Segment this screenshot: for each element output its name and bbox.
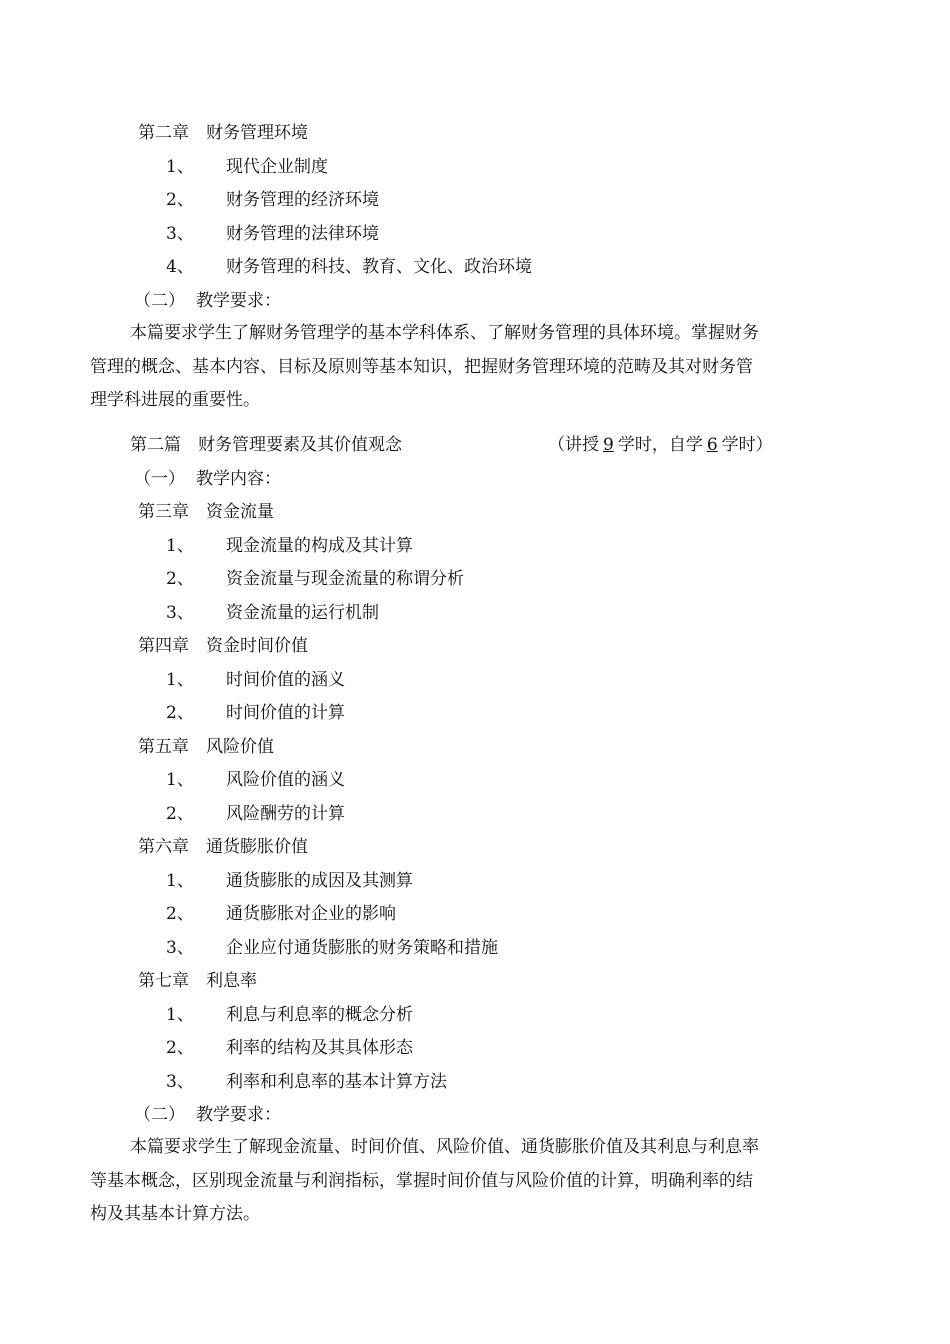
item-number: 1、 (166, 157, 194, 177)
chapter-title: 第七章 利息率 (138, 971, 257, 991)
chapter-title: 第二章 财务管理环境 (138, 123, 308, 143)
section-title: 教学内容： (196, 469, 281, 489)
self-study-hours: 6 (706, 435, 718, 455)
item-number: 1、 (166, 670, 194, 690)
item-number: 2、 (166, 1038, 194, 1058)
requirements-heading (134, 290, 281, 312)
item-text: 风险价值的涵义 (226, 770, 345, 790)
item-text: 通货膨胀对企业的影响 (226, 904, 396, 924)
item-text: 财务管理的法律环境 (226, 224, 379, 244)
chapter-title: 第五章 风险价值 (138, 737, 274, 757)
item-text: 通货膨胀的成因及其测算 (226, 871, 413, 891)
chapter-title: 第三章 资金流量 (138, 502, 274, 522)
item-text: 现代企业制度 (226, 157, 328, 177)
section-title: 教学要求： (196, 1105, 281, 1125)
requirements-paragraph (90, 1131, 850, 1232)
section-title: 教学要求： (196, 291, 281, 311)
part-title: 第二篇 财务管理要素及其价值观念 (130, 435, 402, 455)
item-number: 1、 (166, 536, 194, 556)
item-number: 2、 (166, 804, 194, 824)
paragraph-line: 本篇要求学生了解财务管理学的基本学科体系、了解财务管理的具体环境。掌握财务 (130, 323, 759, 343)
paragraph-line: 本篇要求学生了解现金流量、时间价值、风险价值、通货膨胀价值及其利息与利息率 (130, 1137, 759, 1157)
requirements-heading (134, 1104, 281, 1126)
item-text: 利息与利息率的概念分析 (226, 1005, 413, 1025)
item-text: 企业应付通货膨胀的财务策略和措施 (226, 938, 498, 958)
item-text: 时间价值的涵义 (226, 670, 345, 690)
item-text: 时间价值的计算 (226, 703, 345, 723)
chapter-title: 第六章 通货膨胀价值 (138, 837, 308, 857)
chapter-title: 第四章 资金时间价值 (138, 636, 308, 656)
item-number: 3、 (166, 224, 194, 244)
item-number: 2、 (166, 569, 194, 589)
hours-suffix: 学时） (721, 435, 773, 455)
item-number: 2、 (166, 703, 194, 723)
lecture-hours: 9 (603, 435, 614, 455)
item-number: 4、 (166, 257, 194, 277)
requirements-paragraph (90, 317, 850, 418)
section-label: （二） (134, 291, 185, 311)
hours-prefix: （讲授 (548, 435, 599, 455)
paragraph-line: 构及其基本计算方法。 (90, 1204, 260, 1224)
item-number: 3、 (166, 938, 194, 958)
item-number: 1、 (166, 871, 194, 891)
item-number: 1、 (166, 770, 194, 790)
section-label: （一） (134, 469, 185, 489)
item-number: 2、 (166, 190, 194, 210)
item-number: 2、 (166, 904, 194, 924)
content-heading (134, 468, 281, 490)
item-text: 利率和利息率的基本计算方法 (226, 1072, 447, 1092)
paragraph-line: 等基本概念，区别现金流量与利润指标，掌握时间价值与风险价值的计算，明确利率的结 (90, 1170, 753, 1191)
item-text: 资金流量与现金流量的称谓分析 (226, 569, 464, 589)
item-text: 利率的结构及其具体形态 (226, 1038, 413, 1058)
hours-middle: 学时，自学 (617, 435, 703, 455)
item-text: 资金流量的运行机制 (226, 603, 379, 623)
section-label: （二） (134, 1105, 185, 1125)
item-number: 3、 (166, 1072, 194, 1092)
item-text: 财务管理的科技、教育、文化、政治环境 (226, 257, 532, 277)
item-text: 财务管理的经济环境 (226, 190, 379, 210)
hours-info (548, 434, 773, 456)
item-number: 1、 (166, 1005, 194, 1025)
item-text: 风险酬劳的计算 (226, 804, 345, 824)
paragraph-line: 理学科进展的重要性。 (90, 390, 260, 410)
item-number: 3、 (166, 603, 194, 623)
paragraph-line: 管理的概念、基本内容、目标及原则等基本知识，把握财务管理环境的范畴及其对财务管 (90, 356, 753, 377)
item-text: 现金流量的构成及其计算 (226, 536, 413, 556)
